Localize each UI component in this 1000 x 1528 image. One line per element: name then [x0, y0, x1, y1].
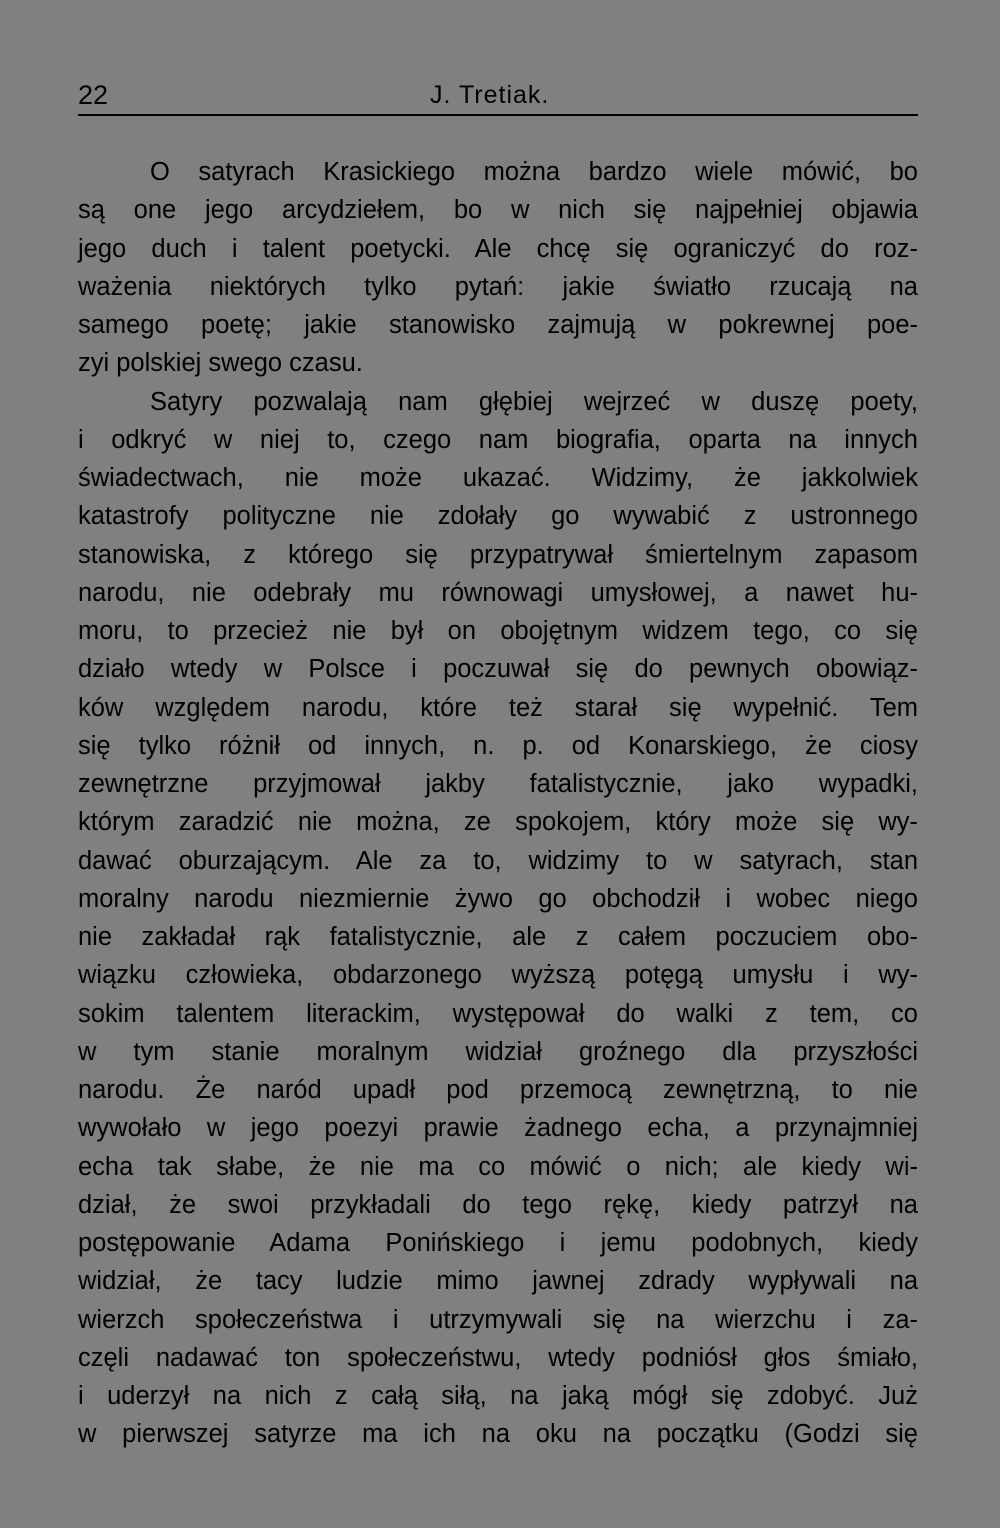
text-line: O satyrach Krasickiego można bardzo wiele mówić, bo [150, 158, 918, 186]
text-line: sokim talentem literackim, występował do walki z tem, co [78, 999, 918, 1028]
text-line: są one jego arcydziełem, bo w nich się najpełniej objawia [78, 196, 918, 225]
text-line: zewnętrzne przyjmował jakby fatalistycznie, jako wypadki, [78, 770, 918, 798]
text-line: samego poetę; jakie stanowisko zajmują w pokrewnej poe- [78, 311, 918, 339]
text-line: i odkryć w niej to, czego nam biografia, oparta na innych [78, 425, 918, 454]
text-line: wiązku człowieka, obdarzonego wyższą potęgą umysłu i wy- [78, 961, 918, 990]
text-line: Satyry pozwalają nam głębiej wejrzeć w duszę poety, [150, 387, 918, 416]
text-line: katastrofy polityczne nie zdołały go wywabić z ustronnego [78, 502, 918, 531]
text-line: dział, że swoi przykładali do tego rękę, kiedy patrzył na [78, 1190, 918, 1219]
text-line: ważenia niektórych tylko pytań: jakie światło rzucają na [78, 272, 918, 301]
text-line: którym zaradzić nie można, ze spokojem, który może się wy- [78, 808, 918, 837]
text-line: widział, że tacy ludzie mimo jawnej zdrady wypływali na [78, 1267, 918, 1296]
text-line: postępowanie Adama Ponińskiego i jemu podobnych, kiedy [78, 1229, 918, 1257]
text-line: działo wtedy w Polsce i poczuwał się do pewnych obowiąz- [78, 655, 918, 684]
body-text [78, 153, 918, 1454]
text-line: wierzch społeczeństwa i utrzymywali się na wierzchu i za- [78, 1305, 918, 1334]
text-line: się tylko różnił od innych, n. p. od Konarskiego, że ciosy [78, 731, 918, 760]
text-line: stanowiska, z którego się przypatrywał śmiertelnym zapasom [78, 540, 918, 569]
running-head: J. Tretiak. [430, 81, 550, 109]
text-line: ków względem narodu, które też starał się wypełnić. Tem [78, 693, 918, 722]
text-line: w pierwszej satyrze ma ich na oku na początku (Godzi się [78, 1420, 918, 1449]
text-line: świadectwach, nie może ukazać. Widzimy, że jakkolwiek [78, 464, 918, 492]
text-line: moru, to przecież nie był on obojętnym widzem tego, co się [78, 617, 918, 645]
text-line: narodu, nie odebrały mu równowagi umysłowej, a nawet hu- [78, 578, 918, 607]
page-number: 22 [78, 80, 109, 110]
text-line: nie zakładał rąk fatalistycznie, ale z całem poczuciem obo- [78, 923, 918, 951]
text-line: częli nadawać ton społeczeństwu, wtedy podniósł głos śmiało, [78, 1343, 918, 1372]
text-line: moralny narodu niezmiernie żywo go obchodził i wobec niego [78, 884, 918, 913]
text-line: w tym stanie moralnym widział groźnego dla przyszłości [78, 1037, 918, 1066]
text-line: jego duch i talent poetycki. Ale chcę się ograniczyć do roz- [78, 234, 918, 263]
text-line: i uderzył na nich z całą siłą, na jaką mógł się zdobyć. Już [78, 1382, 918, 1410]
text-line: dawać oburzającym. Ale za to, widzimy to w satyrach, stan [78, 846, 918, 875]
text-line: narodu. Że naród upadł pod przemocą zewnętrzną, to nie [78, 1076, 918, 1104]
text-line: wywołało w jego poezyi prawie żadnego echa, a przynajmniej [78, 1114, 918, 1143]
text-line: echa tak słabe, że nie ma co mówić o nich; ale kiedy wi- [78, 1152, 918, 1181]
page-header [78, 78, 918, 116]
text-line: zyi polskiej swego czasu. [78, 349, 363, 378]
